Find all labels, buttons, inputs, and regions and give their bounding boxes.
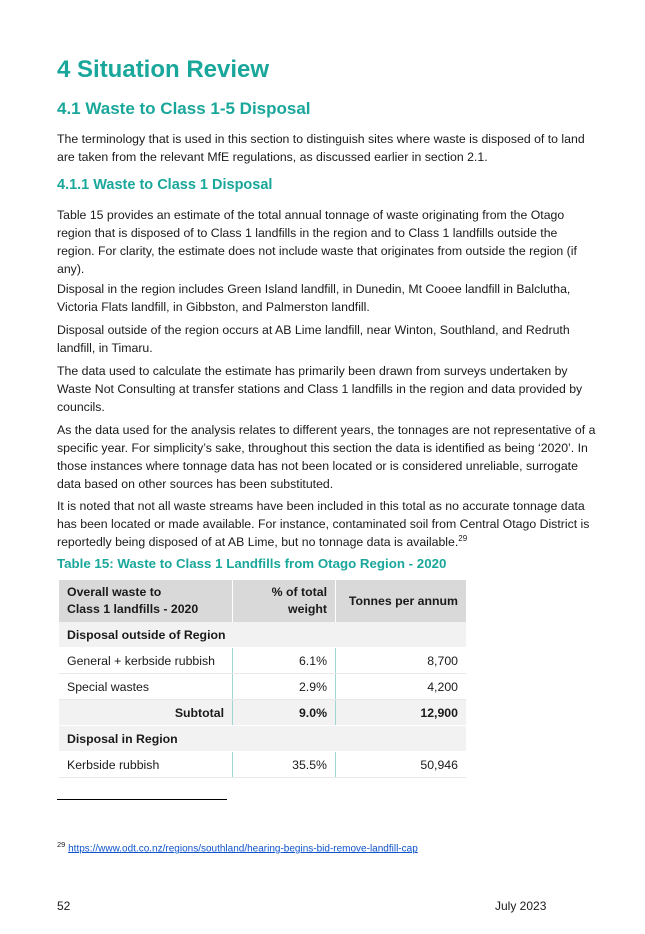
page-number: 52 [57,899,71,913]
waste-table [59,580,466,778]
subsection-heading: 4.1.1 Waste to Class 1 Disposal [57,177,273,193]
table-subtotal-row [59,700,466,726]
row-pct: 2.9% [233,674,336,700]
intro-paragraph: The terminology that is used in this section to distinguish sites where waste is disposed of to land are taken from the relevant MfE regulations, as discussed earlier in section 2.1. [57,132,585,164]
row-label: Kerbside rubbish [59,752,233,778]
page-date: July 2023 [495,899,547,913]
footnote-ref[interactable]: 29 [458,533,468,543]
row-label: General + kerbside rubbish [59,648,233,674]
header-overall-waste-line2: Class 1 landfills - 2020 [67,602,199,616]
paragraph-table15-intro: Table 15 provides an estimate of the total annual tonnage of waste originating from the Otago region that is disposed of to Class 1 landfills in the region and to Class 1 landfills outside the region. For clarity, the estimate does not include waste that originates from outside the region (if any). [57,208,577,276]
row-tonnes: 50,946 [336,752,467,778]
section-in-region: Disposal in Region [59,726,466,752]
paragraph-not-all-streams [57,497,597,551]
row-tonnes: 4,200 [336,674,467,700]
table-section-row [59,622,466,648]
paragraph-data-sources: The data used to calculate the estimate has primarily been drawn from surveys undertaken by Waste Not Consulting at transfer stations and Class 1 landfills in the region and data provided by councils. [57,364,583,414]
subtotal-label: Subtotal [59,700,233,726]
row-label: Special wastes [59,674,233,700]
subtotal-tonnes: 12,900 [336,700,467,726]
table-row [59,648,466,674]
header-tonnes: Tonnes per annum [336,580,467,622]
footnote-link[interactable]: https://www.odt.co.nz/regions/southland/hearing-begins-bid-remove-landfill-cap [68,843,418,855]
row-pct: 35.5% [233,752,336,778]
table-caption: Table 15: Waste to Class 1 Landfills from Otago Region - 2020 [57,556,447,571]
table-header-row [59,580,466,622]
row-tonnes: 8,700 [336,648,467,674]
header-pct-total-line1: % of total [271,585,327,599]
paragraph-not-all-streams-text: It is noted that not all waste streams have been included in this total as no accurate tonnage data has been located or made available. For instance, contaminated soil from Central Otago District is reportedly being disposed of at AB Lime, but no tonnage data is available. [57,499,590,549]
table-row [59,674,466,700]
header-pct-total-line2: weight [288,602,327,616]
paragraph-disposal-outside-region: Disposal outside of the region occurs at AB Lime landfill, near Winton, Southland, and Redruth landfill, in Timaru. [57,323,570,355]
footnote [57,840,418,854]
header-pct-total [233,580,336,622]
paragraph-data-years: As the data used for the analysis relates to different years, the tonnages are not representative of a specific year. For simplicity’s sake, throughout this section the data is identified as being ‘2020’. In those instances where tonnage data has not been located or is considered unreliable, surrogate data based on other sources has been substituted. [57,423,596,491]
section-outside-region: Disposal outside of Region [59,622,466,648]
footnote-divider [57,799,227,800]
header-overall-waste-line1: Overall waste to [67,585,162,599]
footnote-number: 29 [57,840,66,849]
paragraph-disposal-in-region: Disposal in the region includes Green Island landfill, in Dunedin, Mt Cooee landfill in Balclutha, Victoria Flats landfill, in Gibbston, and Palmerston landfill. [57,282,571,314]
section-heading: 4.1 Waste to Class 1-5 Disposal [57,99,311,118]
header-overall-waste [59,580,233,622]
table-section-row [59,726,466,752]
table-row [59,752,466,778]
chapter-heading: 4 Situation Review [57,56,270,83]
subtotal-pct: 9.0% [233,700,336,726]
row-pct: 6.1% [233,648,336,674]
